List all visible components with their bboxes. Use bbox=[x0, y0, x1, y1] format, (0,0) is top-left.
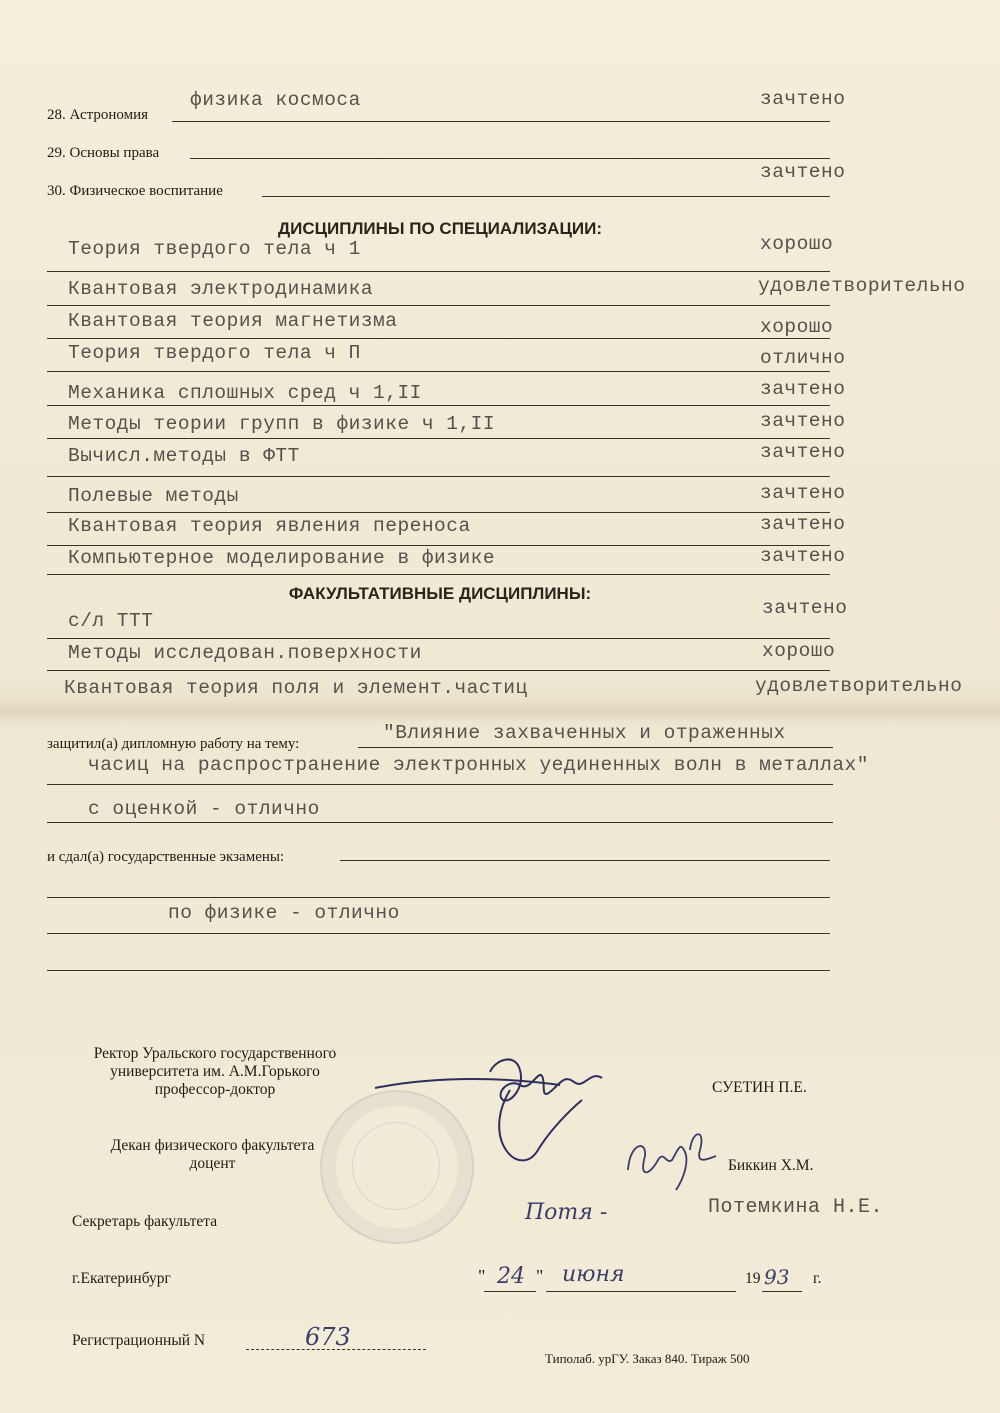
row-label-pe: 30. Физическое воспитание bbox=[47, 183, 223, 199]
row-label-astronomy: 28. Астрономия bbox=[47, 107, 149, 123]
optional-subject: Квантовая теория поля и элемент.частиц bbox=[64, 677, 528, 699]
date-line bbox=[546, 1291, 736, 1292]
row-grade-astronomy: зачтено bbox=[760, 88, 846, 110]
row-line bbox=[47, 897, 830, 898]
spec-grade: отлично bbox=[760, 347, 846, 369]
optional-grade: удовлетворительно bbox=[755, 675, 963, 697]
spec-grade: зачтено bbox=[760, 482, 846, 504]
date-line bbox=[762, 1291, 802, 1292]
state-exam-result: по физике - отлично bbox=[168, 902, 400, 924]
city: г.Екатеринбург bbox=[72, 1270, 171, 1287]
row-line bbox=[47, 305, 830, 306]
date-quote-close: " bbox=[536, 1266, 544, 1286]
spec-subject: Квантовая электродинамика bbox=[68, 278, 374, 300]
row-line bbox=[47, 784, 833, 785]
optional-subject: с/л ТТТ bbox=[68, 610, 154, 632]
row-line bbox=[47, 512, 830, 513]
spec-subject: Механика сплошных сред ч 1,II bbox=[68, 382, 422, 404]
thesis-label: защитил(а) дипломную работу на тему: bbox=[47, 736, 300, 752]
optional-grade: хорошо bbox=[762, 640, 836, 662]
printer-note: Типолаб. урГУ. Заказ 840. Тираж 500 bbox=[545, 1351, 750, 1366]
spec-subject: Теория твердого тела ч 1 bbox=[68, 238, 361, 260]
registration-number: 673 bbox=[305, 1323, 351, 1351]
row-line bbox=[172, 121, 830, 122]
optional-heading: ФАКУЛЬТАТИВНЫЕ ДИСЦИПЛИНЫ: bbox=[288, 584, 592, 603]
row-line bbox=[47, 271, 830, 272]
spec-subject: Квантовая теория магнетизма bbox=[68, 310, 398, 332]
date-year-unit: г. bbox=[813, 1270, 822, 1287]
row-line bbox=[190, 158, 830, 159]
registration-line bbox=[246, 1349, 426, 1350]
row-line bbox=[47, 638, 830, 639]
date-quote-open: " bbox=[478, 1266, 486, 1286]
spec-subject: Компьютерное моделирование в физике bbox=[68, 547, 496, 569]
specialization-heading: ДИСЦИПЛИНЫ ПО СПЕЦИАЛИЗАЦИИ: bbox=[278, 219, 602, 238]
date-day: 24 bbox=[497, 1264, 525, 1289]
spec-grade: зачтено bbox=[760, 410, 846, 432]
secretary-title: Секретарь факультета bbox=[72, 1213, 218, 1230]
dean-name: Биккин Х.М. bbox=[728, 1157, 814, 1174]
spec-subject: Методы теории групп в физике ч 1,II bbox=[68, 413, 496, 435]
row-line bbox=[47, 405, 830, 406]
row-line bbox=[340, 860, 830, 861]
row-line bbox=[358, 747, 833, 748]
dean-title: Декан физического факультета доцент bbox=[110, 1137, 315, 1172]
row-line bbox=[47, 933, 830, 934]
row-line bbox=[47, 670, 830, 671]
spec-subject: Теория твердого тела ч П bbox=[68, 342, 361, 364]
spec-grade: удовлетворительно bbox=[758, 275, 966, 297]
date-year-suffix: 93 bbox=[764, 1265, 790, 1289]
spec-grade: хорошо bbox=[760, 233, 834, 255]
rector-title: Ректор Уральского государственного университета им. А.М.Горького профессор-доктор bbox=[93, 1045, 337, 1098]
thesis-title-line-1: "Влияние захваченных и отраженных bbox=[383, 722, 786, 744]
row-line bbox=[47, 822, 833, 823]
spec-grade: зачтено bbox=[760, 513, 846, 535]
paper-fold bbox=[0, 700, 1000, 722]
state-exams-label: и сдал(а) государственные экзамены: bbox=[47, 849, 285, 865]
date-month: июня bbox=[562, 1262, 625, 1287]
spec-grade: хорошо bbox=[760, 316, 834, 338]
secretary-handwriting: Потя - bbox=[525, 1200, 608, 1225]
spec-subject: Квантовая теория явления переноса bbox=[68, 515, 471, 537]
optional-subject: Методы исследован.поверхности bbox=[68, 642, 422, 664]
row-line bbox=[47, 476, 830, 477]
rector-name: СУЕТИН П.Е. bbox=[712, 1079, 807, 1096]
spec-subject: Вычисл.методы в ФТТ bbox=[68, 445, 300, 467]
row-grade-pe: зачтено bbox=[760, 161, 846, 183]
date-line bbox=[484, 1291, 536, 1292]
spec-grade: зачтено bbox=[760, 545, 846, 567]
row-line bbox=[262, 196, 830, 197]
thesis-grade: с оценкой - отлично bbox=[88, 798, 320, 820]
row-subject-astronomy: физика космоса bbox=[190, 89, 361, 111]
registration-label: Регистрационный N bbox=[72, 1332, 206, 1349]
spec-grade: зачтено bbox=[760, 378, 846, 400]
date-year-prefix: 19 bbox=[745, 1270, 761, 1287]
spec-subject: Полевые методы bbox=[68, 485, 239, 507]
row-line bbox=[47, 574, 830, 575]
secretary-name: Потемкина Н.Е. bbox=[708, 1196, 884, 1219]
row-line bbox=[47, 438, 830, 439]
row-label-law: 29. Основы права bbox=[47, 145, 160, 161]
spec-grade: зачтено bbox=[760, 441, 846, 463]
row-line bbox=[47, 338, 830, 339]
row-line bbox=[47, 371, 830, 372]
thesis-title-line-2: часиц на распространение электронных уединенных волн в металлах" bbox=[88, 754, 869, 776]
row-line bbox=[47, 970, 830, 971]
rector-signature bbox=[370, 1030, 630, 1170]
row-line bbox=[47, 545, 830, 546]
optional-grade: зачтено bbox=[762, 597, 848, 619]
